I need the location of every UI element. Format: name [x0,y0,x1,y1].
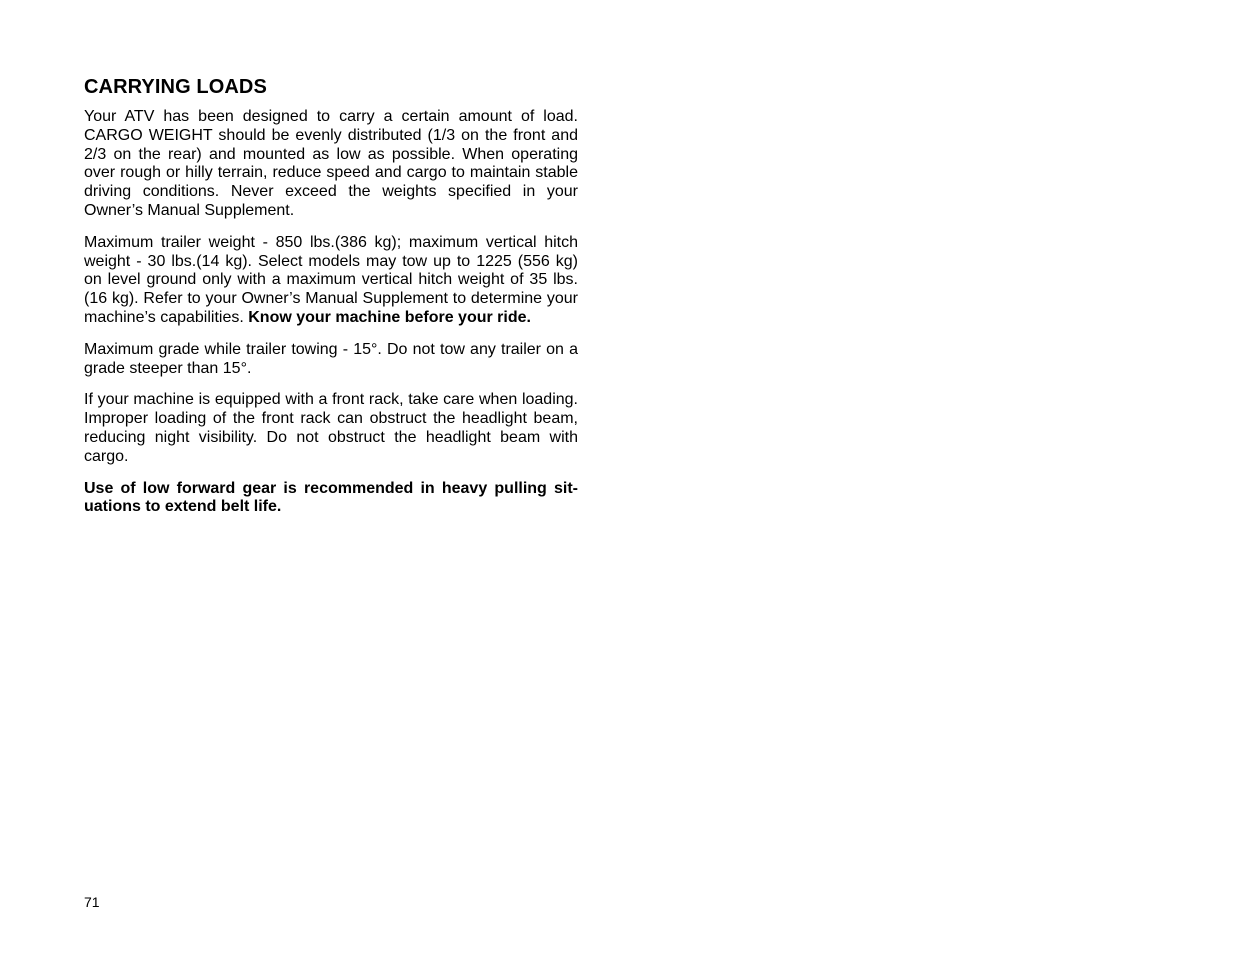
know-your-machine-note: Know your machine before your ride. [248,308,531,326]
paragraph-low-gear-note: Use of low forward gear is recommended in heavy pulling situations to extend belt life. [84,479,578,516]
trailer-weight-text: Maximum trailer weight - 850 lbs.(386 kg); maximum vertical hitch weight - 30 lbs.(14 kg). Select models may tow up to 1225 (556 kg) on level ground only with a maximum vertical hitch weight of 35 lbs. (16 kg). Refer to your Owner’s Manual Supplement to determine your machine’s capabilities. [84,233,578,326]
paragraph-front-rack: If your machine is equipped with a front rack, take care when loading. Improper loading of the front rack can obstruct the headlight beam, reducing night visibility. Do not obstruct the headlight beam with cargo. [84,391,578,465]
page-number: 71 [84,894,100,910]
paragraph-max-grade: Maximum grade while trailer towing - 15°. Do not tow any trailer on a grade steeper than 15°. [84,340,578,377]
paragraph-cargo-weight: Your ATV has been designed to carry a certain amount of load. CARGO WEIGHT should be evenly distributed (1/3 on the front and 2/3 on the rear) and mounted as low as possible. When operating over rough or hilly terrain, reduce speed and cargo to maintain stable driving conditions. Never exceed the weights specified in your Owner’s Manual Supplement. [84,108,578,219]
paragraph-trailer-weight [84,234,578,328]
content-column [84,74,578,530]
section-title: CARRYING LOADS [84,76,267,98]
